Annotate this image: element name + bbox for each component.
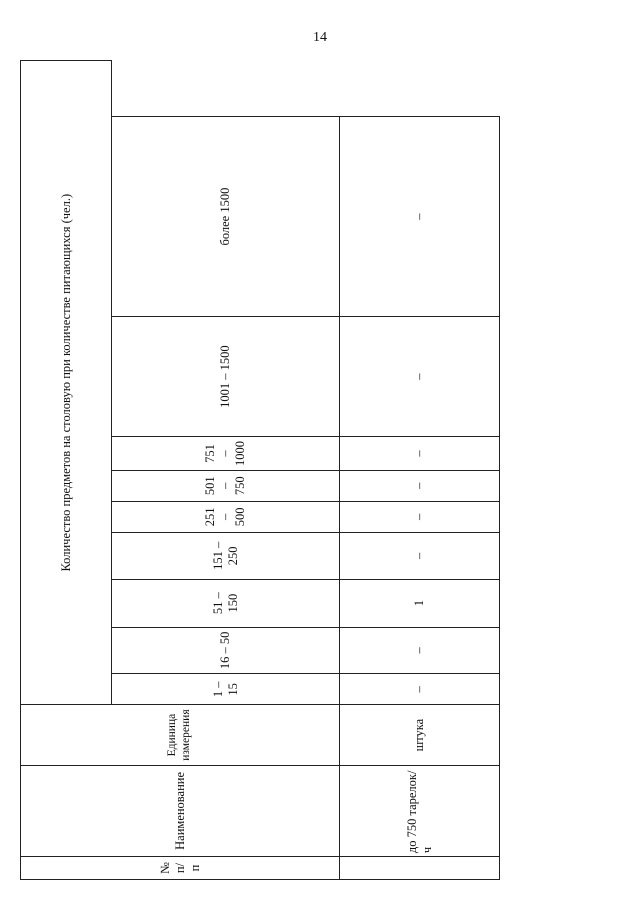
range-7: 1001 – 1500 <box>112 316 340 437</box>
cell: – <box>340 437 500 470</box>
header-qty-title: Количество предметов на столовую при количестве питающихся (чел.) <box>21 61 112 705</box>
range-1: 16 – 50 <box>112 627 340 674</box>
cell: – <box>340 316 500 437</box>
range-4: 251 – 500 <box>112 501 340 532</box>
range-6: 751 – 1000 <box>112 437 340 470</box>
cell: – <box>340 627 500 674</box>
range-8: более 1500 <box>112 117 340 317</box>
cell: 1 <box>340 579 500 627</box>
cell: – <box>340 501 500 532</box>
cell: – <box>340 532 500 579</box>
table-header-row <box>21 61 112 880</box>
cell: – <box>340 470 500 501</box>
rotated-table-container <box>20 60 500 880</box>
row-0-unit: штука <box>340 705 500 765</box>
header-no: № п/п <box>21 857 340 880</box>
header-name: Наименование <box>21 765 340 856</box>
range-2: 51 – 150 <box>112 579 340 627</box>
equipment-table <box>20 60 500 880</box>
range-3: 151 – 250 <box>112 532 340 579</box>
cell: – <box>340 117 500 317</box>
table-row <box>340 61 500 880</box>
range-5: 501 – 750 <box>112 470 340 501</box>
row-0-name: до 750 тарелок/ч <box>340 765 500 856</box>
header-unit: Единица измерения <box>21 705 340 765</box>
range-0: 1 – 15 <box>112 674 340 705</box>
cell: – <box>340 674 500 705</box>
row-0-no <box>340 857 500 880</box>
page-number: 14 <box>313 30 327 45</box>
